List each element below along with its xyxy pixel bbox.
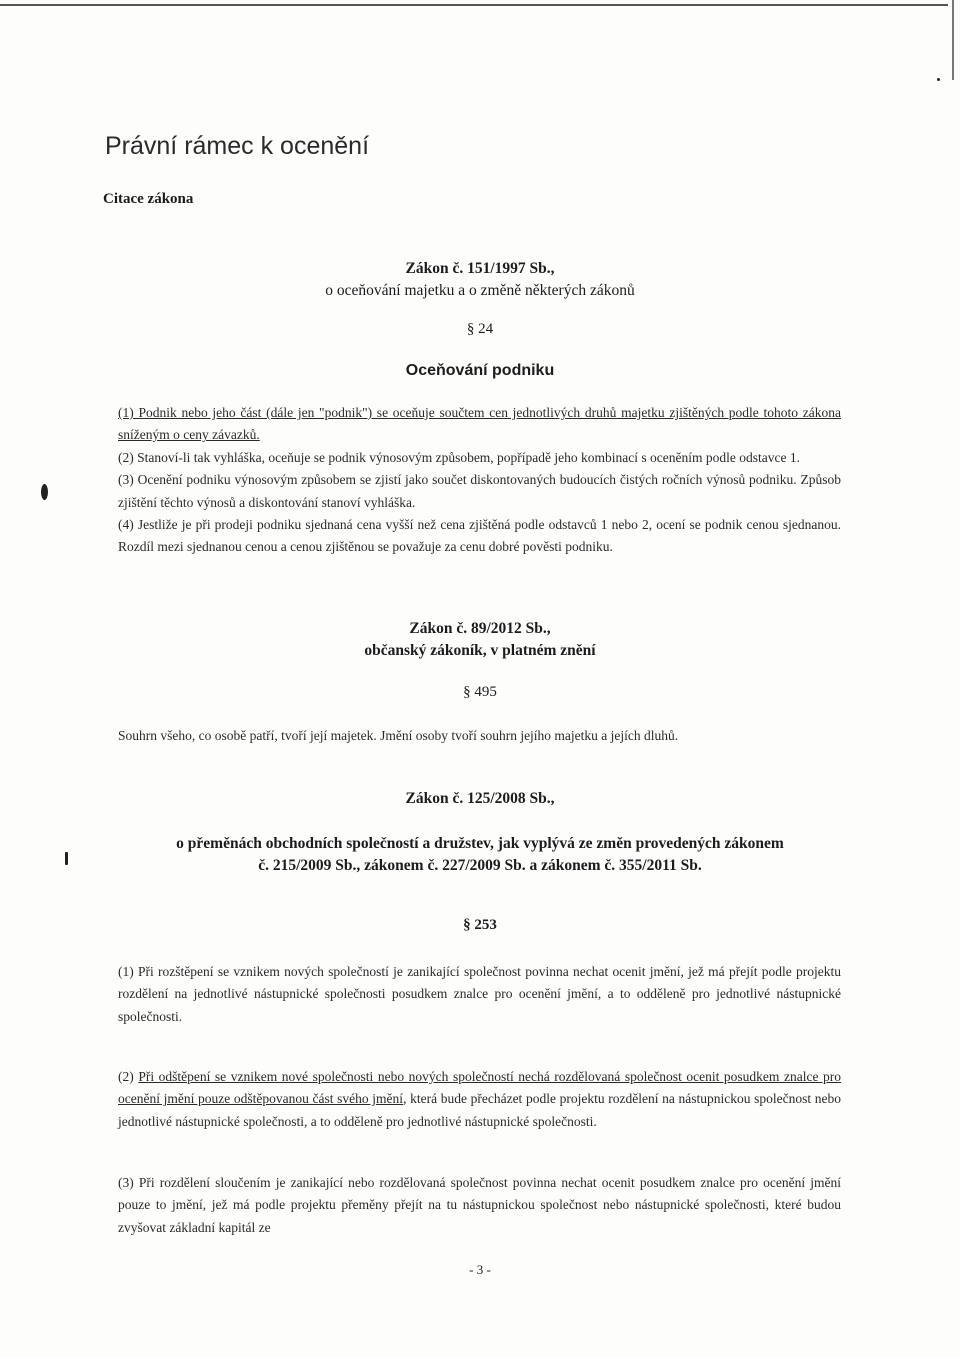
law1-section: § 24 xyxy=(466,321,494,337)
law2-description: občanský zákoník, v platném znění xyxy=(364,642,596,659)
law1-paragraph-1: (1) Podnik nebo jeho část (dále jen "podnik") se oceňuje součtem cen jednotlivých druhů majetku zjištěných podle tohoto zákona sníženým o ceny závazků. xyxy=(118,405,841,443)
scan-edge-line xyxy=(0,4,948,6)
law1-description: o oceňování majetku a o změně některých zákonů xyxy=(325,282,635,299)
law3-paragraph-2-number: (2) xyxy=(118,1069,139,1084)
page-number: - 3 - xyxy=(469,1262,491,1277)
scan-bullet-mark xyxy=(41,484,48,500)
law3-paragraph-1: (1) Při rozštěpení se vznikem nových společností je zanikající společnost povinna nechat ocenit jmění, jež má přejít podle projektu rozdělení na jednotlivé nástupnické společnosti posudkem znalce pro ocenění jmění, a to odděleně pro jednotlivé nástupnické společnosti. xyxy=(118,964,841,1024)
law1-paragraphs xyxy=(118,402,841,559)
page-subtitle: Citace zákona xyxy=(103,191,194,207)
law1-section-title: Oceňování podniku xyxy=(405,362,555,379)
law2-heading: Zákon č. 89/2012 Sb., xyxy=(409,620,551,637)
scan-edge-right xyxy=(952,0,954,80)
page-title: Právní rámec k ocenění xyxy=(105,132,370,160)
law3-description xyxy=(100,833,860,877)
law3-heading: Zákon č. 125/2008 Sb., xyxy=(405,790,555,807)
scan-dot-mark xyxy=(937,78,940,81)
law1-paragraph-2: (2) Stanoví-li tak vyhláška, oceňuje se podnik výnosovým způsobem, popřípadě jeho kombinací s oceněním podle odstavce 1. xyxy=(118,449,800,465)
law1-block xyxy=(0,258,960,302)
law2-paragraphs xyxy=(118,725,841,747)
law3-description-line-1: o přeměnách obchodních společností a družstev, jak vyplývá ze změn provedených zákonem xyxy=(176,835,784,852)
law3-paragraph-2-underlined: Při odštěpení se vznikem nové společnosti nebo nových společností nechá rozdělovaná společnost ocenit posudkem znalce pro ocenění jmění pouze odštěpovanou část svého jmění xyxy=(118,1069,841,1107)
law1-paragraph-3: (3) Ocenění podniku výnosovým způsobem se zjistí jako součet diskontovaných budoucích čistých ročních výnosů podniku. Způsob zjištění těchto výnosů a diskontování stanoví vyhláška. xyxy=(118,472,841,510)
law3-section: § 253 xyxy=(463,917,497,933)
law2-block xyxy=(0,618,960,662)
law3-paragraph-2 xyxy=(118,1066,841,1133)
law1-paragraph-4: (4) Jestliže je při prodeji podniku sjednaná cena vyšší než cena zjištěná podle odstavců 1 nebo 2, ocení se podnik cenou sjednanou. Rozdíl mezi sjednanou cenou a cenou zjištěnou se považuje za cenu dobré pověsti podniku. xyxy=(118,517,841,555)
law3-description-line-2: č. 215/2009 Sb., zákonem č. 227/2009 Sb. a zákonem č. 355/2011 Sb. xyxy=(258,857,702,874)
scan-tick-mark xyxy=(65,852,68,865)
law1-heading: Zákon č. 151/1997 Sb., xyxy=(405,260,555,277)
law2-section: § 495 xyxy=(463,684,497,700)
law2-paragraph-1: Souhrn všeho, co osobě patří, tvoří její majetek. Jmění osoby tvoří souhrn jejího majetku a jejích dluhů. xyxy=(118,728,679,743)
law3-paragraph-3: (3) Při rozdělení sloučením je zanikající nebo rozdělovaná společnost povinna nechat ocenit posudkem znalce pro ocenění jmění pouze to jmění, jež má podle projektu přeměny přejít na tu nástupnickou společnost nebo nástupnické společnosti, které budou zvyšovat základní kapitál ze xyxy=(118,1175,841,1235)
law3-paragraph-2-rest: , která bude přecházet podle projektu rozdělení na nástupnickou společnost nebo jednotlivé nástupnické společnosti, a to odděleně pro jednotlivé nástupnické společnosti. xyxy=(118,1091,842,1129)
